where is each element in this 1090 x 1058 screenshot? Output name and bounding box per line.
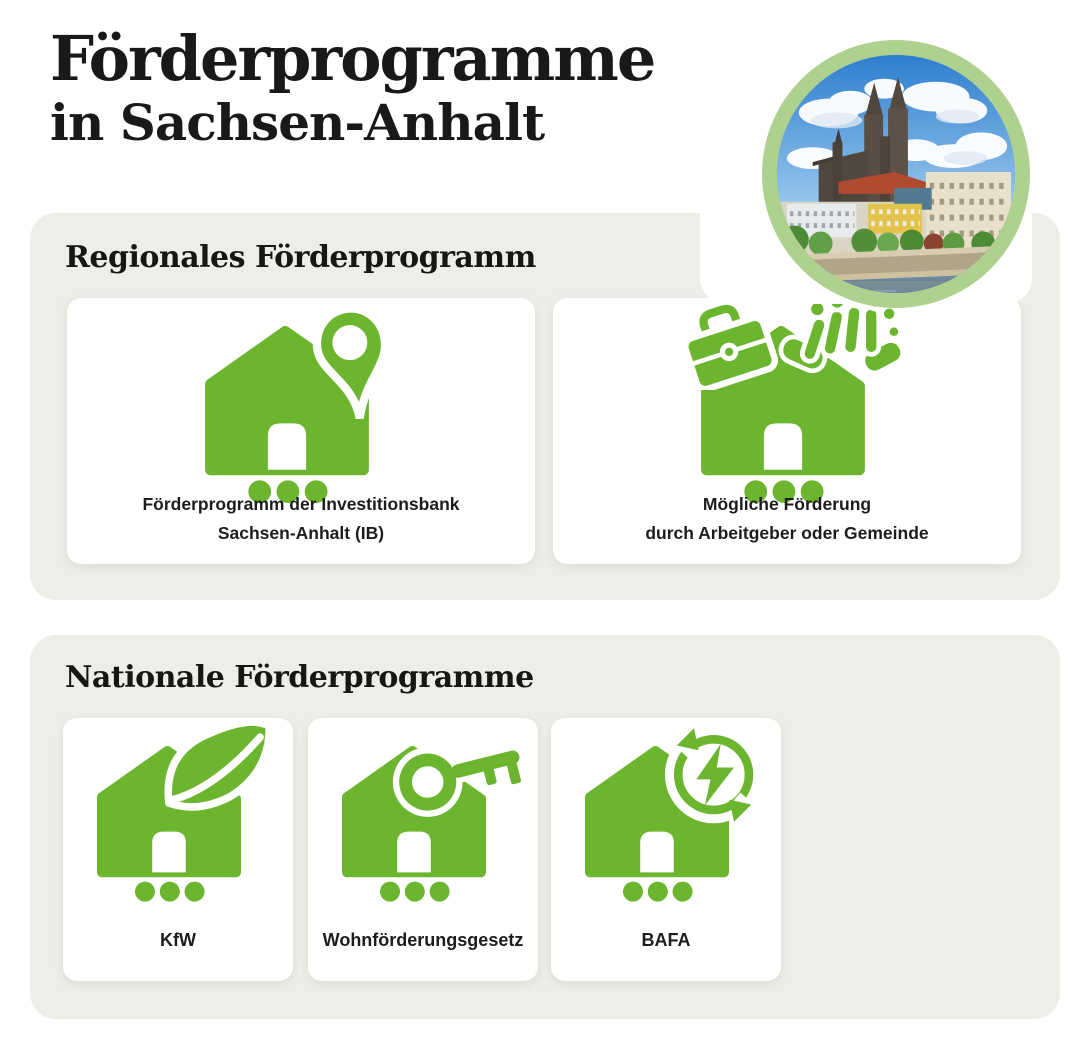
card-arbeitgeber-gemeinde — [553, 298, 1021, 564]
card-label-line2: Sachsen-Anhalt (IB) — [217, 523, 385, 544]
card-label-line2: durch Arbeitgeber oder Gemeinde — [645, 523, 929, 544]
section-regional-heading: Regionales Förderprogramm — [65, 240, 536, 275]
card-label-line1: KfW — [160, 930, 196, 950]
card-kfw — [63, 718, 293, 981]
house-briefcase-handshake-icon — [682, 314, 892, 514]
section-national — [30, 635, 1060, 1019]
page-title — [50, 22, 655, 153]
card-label-line1: Wohnförderungsgesetz — [322, 930, 524, 950]
house-leaf-icon — [89, 734, 267, 919]
house-location-pin-icon — [196, 314, 406, 514]
house-energy-icon — [577, 734, 755, 919]
section-national-heading: Nationale Förderprogramme — [65, 660, 534, 695]
card-label-line1: Mögliche Förderung — [702, 494, 872, 515]
page-title-line1: Förderprogramme — [50, 22, 655, 95]
card-wohnfoerderungsgesetz — [308, 718, 538, 981]
card-label-line1: BAFA — [641, 930, 691, 950]
card-label — [551, 930, 781, 951]
card-label — [67, 490, 535, 548]
card-bafa — [551, 718, 781, 981]
house-key-icon — [334, 734, 512, 919]
page-title-line2: in Sachsen-Anhalt — [50, 93, 545, 153]
card-investitionsbank — [67, 298, 535, 564]
magdeburg-cathedral-riverfront-photo — [777, 55, 1015, 293]
photo-ring — [762, 40, 1030, 308]
card-label-line1: Förderprogramm der Investitionsbank — [142, 494, 460, 515]
card-label — [553, 490, 1021, 548]
card-label — [308, 930, 538, 951]
card-label — [63, 930, 293, 951]
